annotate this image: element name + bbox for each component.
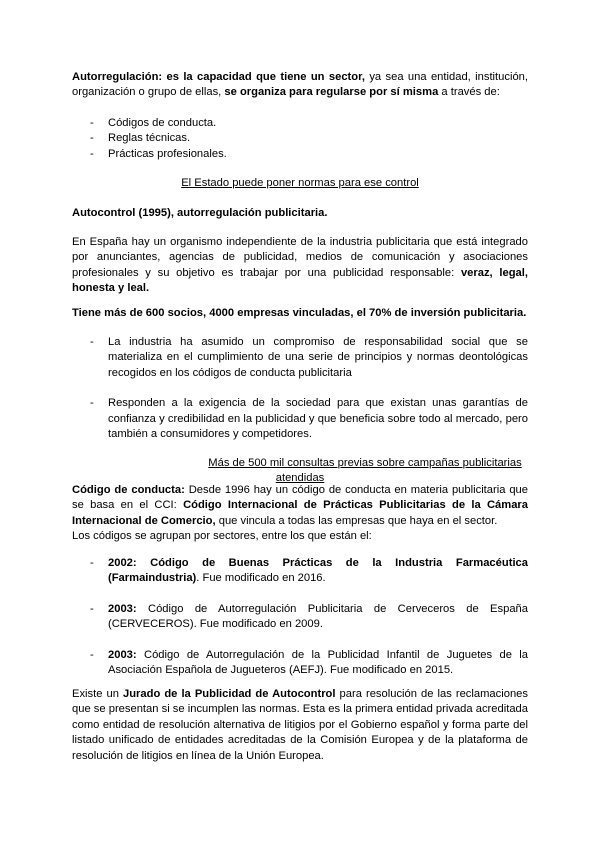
stats-line bbox=[72, 306, 528, 321]
list-item bbox=[72, 396, 528, 442]
autorregulacion-text: ya sea una entidad, institución, organización o grupo de ellas, bbox=[72, 71, 528, 99]
list-dash: - bbox=[90, 602, 94, 615]
code-text: Código de Autorregulación de la Publicidad Infantil de Juguetes de la Asociación Española de Jugueteros (AEFJ). Fue modificado en 2015. bbox=[108, 648, 529, 677]
jurado-text-end: para resolución de las reclamaciones que se presentan si se incumplen las normas. Esta es la primera entidad privada acreditada como entidad de resolución alternativa de litigios por el Gobierno español y forma parte del listado unificado de entidades acreditadas de la Comisión Europea y de la plataforma de resolución de litigios en línea de la Unión Europea. bbox=[72, 688, 528, 762]
code-year: 2002: bbox=[108, 557, 137, 569]
codigo-term: Código de conducta: bbox=[72, 484, 185, 496]
list-item bbox=[72, 116, 528, 131]
autocontrol-text: En España hay un organismo independiente de la industria publicitaria que está integrado por anunciantes, agencias de publicidad, medios de comunicación y asociaciones profesionales y su objetivo es trabajar por una publicidad responsable: bbox=[72, 236, 528, 279]
codigo-paragraph bbox=[72, 483, 528, 529]
list-item bbox=[72, 602, 528, 633]
code-title-bold: Código de Buenas Prácticas de la Industria Farmacéutica (Farmaindustria) bbox=[108, 557, 528, 585]
autorregulacion-means-list bbox=[72, 116, 528, 162]
codigo-text-end: que vincula a todas las empresas que haya en el sector. bbox=[218, 514, 498, 527]
list-dash: - bbox=[90, 132, 94, 145]
list-dash: - bbox=[90, 397, 94, 410]
list-dash: - bbox=[90, 117, 94, 129]
list-item bbox=[72, 131, 528, 146]
list-dash: - bbox=[90, 336, 94, 348]
list-item bbox=[72, 147, 528, 162]
autocontrol-paragraph bbox=[72, 235, 528, 297]
cci-name-bold: Código Internacional de Prácticas Publicitarias de la Cámara Internacional de Comercio, bbox=[72, 499, 529, 527]
code-text: . Fue modificado en 2016. bbox=[196, 572, 326, 585]
industry-list bbox=[72, 335, 528, 442]
list-item-text: Reglas técnicas. bbox=[108, 132, 191, 145]
autorregulacion-paragraph bbox=[72, 70, 528, 101]
autocontrol-values-bold: veraz, legal, honesta y leal. bbox=[72, 266, 528, 295]
list-dash: - bbox=[90, 147, 94, 160]
jurado-text: Existe un bbox=[72, 688, 119, 700]
list-dash: - bbox=[90, 648, 94, 661]
estado-note bbox=[72, 176, 528, 191]
list-item bbox=[72, 556, 528, 587]
code-year: 2003: bbox=[108, 648, 137, 661]
list-dash: - bbox=[90, 557, 94, 569]
autorregulacion-organiza-bold: se organiza para regularse por sí misma bbox=[224, 86, 439, 99]
autorregulacion-term: Autorregulación: bbox=[72, 71, 163, 83]
list-item-text: Códigos de conducta. bbox=[108, 117, 217, 129]
code-text: Código de Autorregulación Publicitaria de Cerveceros de España (CERVECEROS). Fue modificado en 2009. bbox=[108, 602, 528, 631]
autocontrol-heading-text: Autocontrol (1995), autorregulación publicitaria. bbox=[72, 207, 328, 219]
jurado-name-bold: Jurado de la Publicidad de Autocontrol bbox=[123, 688, 336, 700]
list-item bbox=[72, 648, 528, 679]
list-item bbox=[72, 335, 528, 381]
codigos-sectores-text: Los códigos se agrupan por sectores, entre los que están el: bbox=[72, 530, 372, 542]
estado-note-text: El Estado puede poner normas para ese control bbox=[181, 177, 419, 189]
consultas-note-text: Más de 500 mil consultas previas sobre campañas publicitarias atendidas bbox=[208, 457, 522, 485]
codigo-text: Desde 1996 hay un código de conducta en materia publicitaria que se basa en el CCI: bbox=[72, 484, 528, 512]
list-item-text: Prácticas profesionales. bbox=[108, 147, 227, 160]
autorregulacion-text-end: a través de: bbox=[441, 86, 500, 99]
list-item-text: Responden a la exigencia de la sociedad para que existan unas garantías de confianza y credibilidad en la publicidad y que beneficia sobre todo al mercado, pero también a consumidores y competidores. bbox=[108, 397, 528, 441]
codigos-list bbox=[72, 556, 528, 678]
codigos-sectores-line bbox=[72, 529, 528, 544]
autorregulacion-definition-bold: es la capacidad que tiene un sector, bbox=[166, 71, 365, 83]
autocontrol-heading bbox=[72, 206, 528, 221]
code-year: 2003: bbox=[108, 602, 137, 615]
stats-line-text: Tiene más de 600 socios, 4000 empresas vinculadas, el 70% de inversión publicitaria. bbox=[72, 307, 527, 319]
list-item-text: La industria ha asumido un compromiso de responsabilidad social que se materializa en el cumplimiento de una serie de principios y normas deontológicas recogidos en los códigos de conducta publicitaria bbox=[108, 336, 528, 379]
jurado-paragraph bbox=[72, 687, 528, 764]
